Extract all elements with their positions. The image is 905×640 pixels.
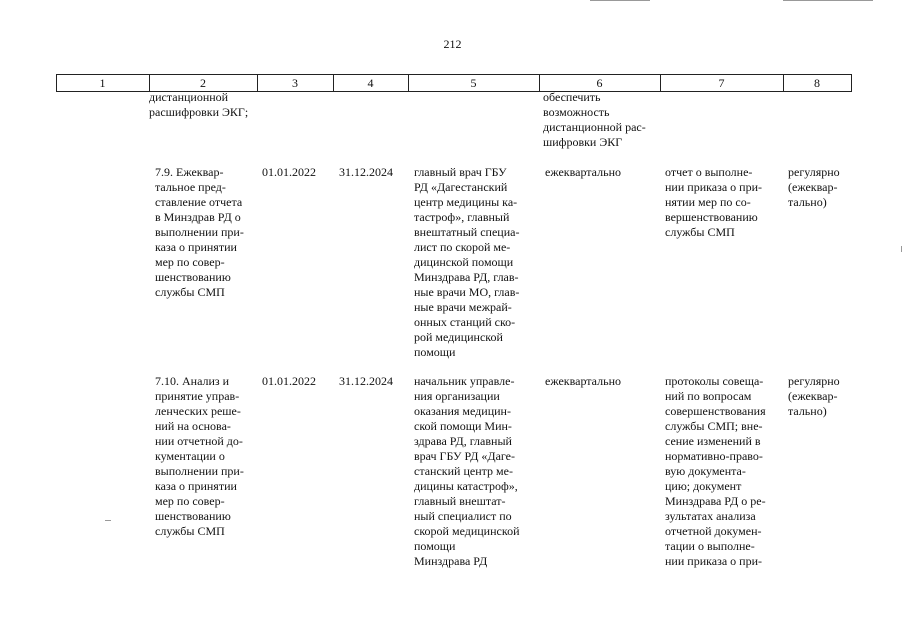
row-task: 7.10. Анализ и принятие управ- ленческих реше- ний на основа- нии отчетной до- кументации о выполнении при- каза о принятии мер по совер- шенствованию службы СМП: [155, 374, 244, 538]
row-control: регулярно (ежеквар- тально): [788, 374, 840, 418]
scan-artifact: [590, 0, 650, 1]
continuation-periodicity-text: обеспечить возможность дистанционной рас- шифровки ЭКГ: [543, 90, 646, 149]
column-header-1: 1: [99, 76, 106, 90]
row-end-date: 31.12.2024: [339, 165, 393, 179]
row-periodicity: ежеквартально: [545, 374, 621, 388]
column-header-2: 2: [200, 76, 206, 90]
column-header-8: 8: [814, 76, 820, 90]
page-number: 212: [443, 37, 462, 51]
column-header-6: 6: [596, 76, 603, 90]
row-periodicity: ежеквартально: [545, 165, 621, 179]
row-control: регулярно (ежеквар- тально): [788, 165, 840, 209]
column-header-5: 5: [470, 76, 477, 90]
row-result: протоколы совеща- ний по вопросам совершенствования службы СМП; вне- сение изменений в нормативно-право- вую документа- цию; документ Минздрава РД о ре- зультатах анализа отчетной докумен- тации о выполне- нии приказа о при-: [665, 374, 766, 568]
column-header-4: 4: [367, 76, 374, 90]
column-header-7: 7: [718, 76, 725, 90]
scan-artifact: [105, 520, 111, 521]
row-task: 7.9. Ежеквар- тальное пред- ставление отчета в Минздрав РД о выполнении при- каза о принятии мер по совер- шенствованию службы СМП: [155, 165, 244, 299]
scan-artifact: [783, 0, 873, 1]
row-end-date: 31.12.2024: [339, 374, 393, 388]
row-responsible: начальник управле- ния организации оказания медицин- ской помощи Мин- здрава РД, главный врач ГБУ РД «Даге- станский центр ме- дицины катастроф», главный внештат- ный специалист по скорой медицинской помощи Минздрава РД: [414, 374, 520, 568]
row-start-date: 01.01.2022: [262, 374, 316, 388]
row-responsible: главный врач ГБУ РД «Дагестанский центр медицины ка- тастроф», главный внештатный специа- лист по скорой ме- дицинской помощи Минздрава РД, глав- ные врачи МО, глав- ные врачи межрай- онных станций ско- рой медицинской помощи: [414, 165, 520, 359]
row-start-date: 01.01.2022: [262, 165, 316, 179]
scan-artifact: [901, 246, 902, 252]
row-result: отчет о выполне- нии приказа о при- нятии мер по со- вершенствованию службы СМП: [665, 165, 762, 239]
column-header-3: 3: [292, 76, 298, 90]
continuation-task-text: дистанционной расшифровки ЭКГ;: [149, 90, 249, 119]
